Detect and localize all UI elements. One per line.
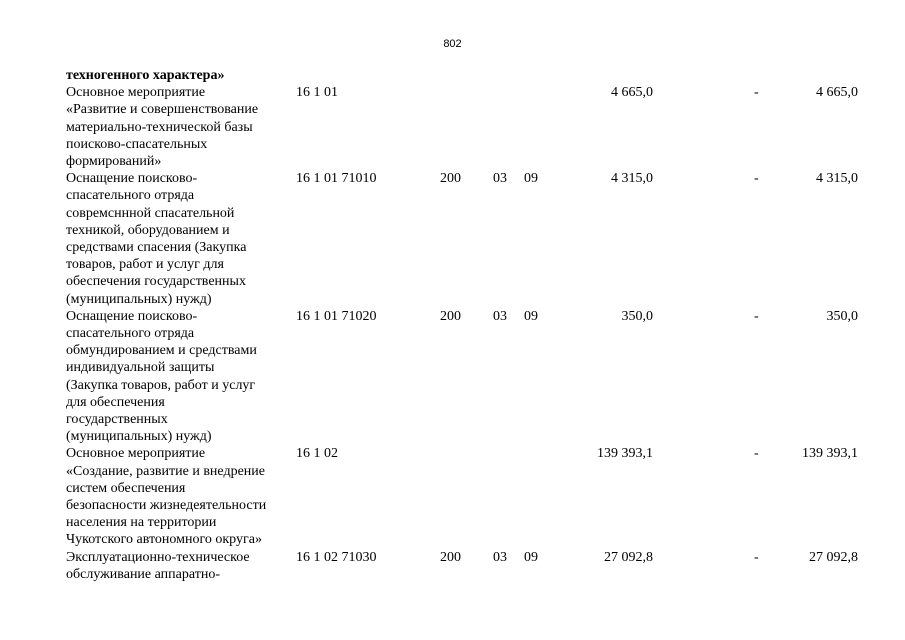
section: 03 bbox=[493, 308, 507, 324]
change: - bbox=[754, 171, 759, 187]
amount: 27 092,8 bbox=[604, 549, 653, 565]
row-name: техногенного характера» bbox=[66, 68, 225, 83]
row-name: Эксплуатационно-техническое обслуживание аппаратно- bbox=[66, 549, 250, 582]
change: - bbox=[754, 85, 759, 101]
target-code: 16 1 02 bbox=[296, 446, 338, 462]
total-amount: 27 092,8 bbox=[809, 549, 858, 565]
row-name: Оснащение поисково- спасательного отряда обмундированием и средствами индивидуальной защиты (Закупка товаров, работ и услуг для обеспечения государственных (муниципальных) нужд) bbox=[66, 308, 257, 445]
amount: 4 315,0 bbox=[611, 171, 653, 187]
target-code: 16 1 02 71030 bbox=[296, 549, 377, 565]
target-code: 16 1 01 bbox=[296, 85, 338, 101]
expense-type: 200 bbox=[440, 549, 461, 565]
amount: 350,0 bbox=[621, 308, 653, 324]
target-code: 16 1 01 71020 bbox=[296, 308, 377, 324]
row-name: Основное мероприятие «Создание, развитие и внедрение систем обеспечения безопасности жизнедеятельности населения на территории Чукотского автономного округа» bbox=[66, 446, 267, 548]
expense-type: 200 bbox=[440, 171, 461, 187]
table-row bbox=[0, 67, 905, 84]
subsection: 09 bbox=[524, 308, 538, 324]
row-name: Основное мероприятие «Развитие и совершенствование материально-технической базы поисково-спасательных формирований» bbox=[66, 85, 259, 170]
amount: 4 665,0 bbox=[611, 85, 653, 101]
total-amount: 350,0 bbox=[826, 308, 858, 324]
section: 03 bbox=[493, 549, 507, 565]
change: - bbox=[754, 446, 759, 462]
change: - bbox=[754, 549, 759, 565]
table-row bbox=[0, 308, 905, 446]
section: 03 bbox=[493, 171, 507, 187]
subsection: 09 bbox=[524, 549, 538, 565]
change: - bbox=[754, 308, 759, 324]
total-amount: 4 315,0 bbox=[816, 171, 858, 187]
table-row bbox=[0, 445, 905, 548]
target-code: 16 1 01 71010 bbox=[296, 171, 377, 187]
page-number: 802 bbox=[443, 38, 462, 50]
expense-type: 200 bbox=[440, 308, 461, 324]
amount: 139 393,1 bbox=[597, 446, 653, 462]
table-row bbox=[0, 170, 905, 308]
subsection: 09 bbox=[524, 171, 538, 187]
row-name: Оснащение поисково- спасательного отряда совремсннной спасательной техникой, оборудованием и средствами спасения (Закупка товаров, работ и услуг для обеспечения государственных (муниципальных) нужд) bbox=[66, 171, 247, 307]
table-row bbox=[0, 84, 905, 170]
total-amount: 4 665,0 bbox=[816, 85, 858, 101]
total-amount: 139 393,1 bbox=[802, 446, 858, 462]
budget-table bbox=[0, 67, 905, 583]
table-row bbox=[0, 549, 905, 583]
